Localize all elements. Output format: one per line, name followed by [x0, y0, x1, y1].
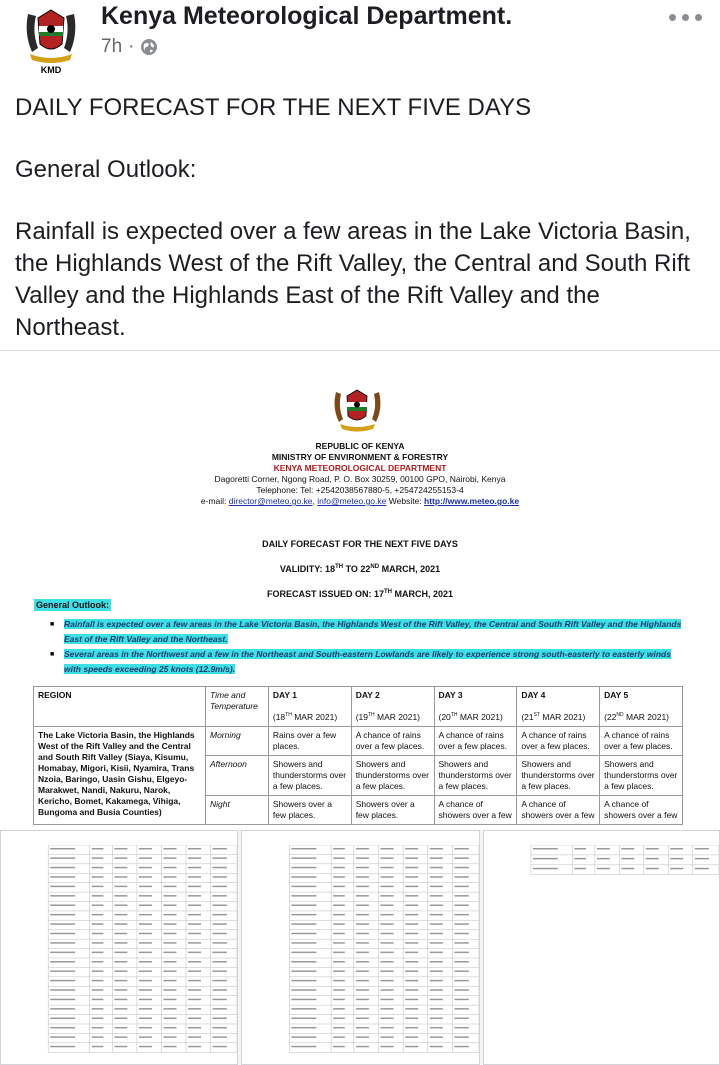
post-outlook-body: Rainfall is expected over a few areas in the Lake Victoria Basin, the Highlands West of the Rift Valley, the Central and South Rift Valley and the Highlands East of the Rift Valley and the Northeast. [15, 218, 691, 341]
forecast-cell: Showers and thunderstorms over a few places. [600, 755, 683, 795]
table-header-row [34, 687, 683, 727]
doc-outlook-bullets [50, 617, 690, 677]
forecast-cell: A chance of showers over a few [517, 795, 600, 824]
forecast-cell: Showers over a few places. [268, 795, 351, 824]
page-name-link[interactable]: Kenya Meteorological Department. [101, 2, 513, 30]
post-title: DAILY FORECAST FOR THE NEXT FIVE DAYS [15, 94, 532, 121]
thumbnail-page-2[interactable] [0, 830, 238, 1065]
letterhead-contacts: e-mail: director@meteo.go.ke, info@meteo.go.ke Website: http://www.meteo.go.ke [200, 496, 520, 506]
forecast-cell: Showers and thunderstorms over a few places. [351, 755, 434, 795]
doc-validity: VALIDITY: 18TH TO 22ND MARCH, 2021 [279, 564, 441, 574]
letterhead-telephone: Telephone: Tel: +2542038567880-5, +254724255153-4 [256, 485, 464, 495]
kmd-logo-avatar[interactable] [20, 4, 82, 74]
post-header [0, 0, 720, 80]
thumbnail-page-3[interactable] [241, 830, 480, 1065]
forecast-cell: A chance of rains over a few places. [351, 726, 434, 755]
forecast-cell: A chance of showers over a few [600, 795, 683, 824]
letterhead [0, 441, 720, 507]
forecast-cell: A chance of rains over a few places. [600, 726, 683, 755]
region-header: REGION [34, 687, 206, 727]
doc-issued: FORECAST ISSUED ON: 17TH MARCH, 2021 [266, 589, 454, 599]
table-row [34, 726, 683, 755]
table-thumbnail-icon [1, 845, 237, 1063]
doc-heading: DAILY FORECAST FOR THE NEXT FIVE DAYS [262, 539, 458, 549]
letterhead-republic: REPUBLIC OF KENYA [315, 441, 405, 451]
post-text [15, 92, 705, 344]
day-header: DAY 5 (22ND MAR 2021) [600, 687, 683, 727]
outlook-bullet: ■ Several areas in the Northwest and a few in the Northeast and South-eastern Lowlands are likely to experience strong south-easterly to easterly winds with speeds exceeding 25 knots (12.9m/s). [50, 647, 690, 677]
meta-separator: · [128, 36, 135, 57]
table-thumbnail-icon [242, 845, 479, 1063]
website-label: Website: [386, 496, 425, 506]
website-link[interactable]: http://www.meteo.go.ke [424, 496, 520, 506]
thumbnail-page-4[interactable] [483, 830, 720, 1065]
letterhead-address: Dagoretti Corner, Ngong Road, P. O. Box 30259, 00100 GPO, Nairobi, Kenya [214, 474, 506, 484]
forecast-cell: A chance of showers over a few [434, 795, 517, 824]
forecast-cell: Showers and thunderstorms over a few places. [434, 755, 517, 795]
post-meta [101, 36, 158, 58]
email-label: e-mail: [200, 496, 229, 506]
outlook-bullet: ■ Rainfall is expected over a few areas in the Lake Victoria Basin, the Highlands West of the Rift Valley, the Central and South Rift Valley and the Highlands East of the Rift Valley and the Northeast. [50, 617, 690, 647]
letterhead-department: KENYA METEOROLOGICAL DEPARTMENT [273, 463, 447, 473]
day-header: DAY 3 (20TH MAR 2021) [434, 687, 517, 727]
forecast-cell: A chance of rains over a few places. [434, 726, 517, 755]
time-cell: Morning [206, 726, 269, 755]
photo-thumbnails [0, 830, 720, 1065]
doc-title-block [0, 533, 720, 606]
forecast-cell: A chance of rains over a few places. [517, 726, 600, 755]
letterhead-ministry: MINISTRY OF ENVIRONMENT & FORESTRY [271, 452, 449, 462]
forecast-cell: Rains over a few places. [268, 726, 351, 755]
table-thumbnail-icon [484, 845, 719, 1063]
forecast-cell: Showers over a few places. [351, 795, 434, 824]
svg-text:KMD: KMD [40, 65, 62, 74]
doc-outlook-label: General Outlook: [36, 600, 110, 610]
globe-icon [140, 38, 158, 56]
kenya-coat-of-arms-icon [330, 386, 385, 436]
email-director-link[interactable]: director@meteo.go.ke [228, 496, 313, 506]
time-cell: Night [206, 795, 269, 824]
time-cell: Afternoon [206, 755, 269, 795]
post-time[interactable]: 7h [101, 36, 123, 57]
region-cell: The Lake Victoria Basin, the Highlands West of the Rift Valley and the Central and South Rift Valley (Siaya, Kisumu, Homabay, Migori, Kisii, Nyamira, Trans Nzoia, Baringo, Uasin Gishu, Elgeyo-Marakwet, Nandi, Nakuru, Narok, Kericho, Bomet, Kakamega, Vihiga, Bungoma and Busia Counties) [34, 726, 206, 824]
post-outlook-heading: General Outlook: [15, 156, 197, 183]
day-header: DAY 4 (21ST MAR 2021) [517, 687, 600, 727]
day-header: DAY 1 (18TH MAR 2021) [268, 687, 351, 727]
forecast-cell: Showers and thunderstorms over a few places. [268, 755, 351, 795]
forecast-document-image[interactable] [0, 350, 720, 830]
email-info-link[interactable]: info@meteo.go.ke [317, 496, 387, 506]
forecast-table [33, 686, 683, 825]
time-header: Time and Temperature [206, 687, 269, 727]
more-options-icon[interactable] [669, 14, 702, 21]
day-header: DAY 2 (19TH MAR 2021) [351, 687, 434, 727]
forecast-cell: Showers and thunderstorms over a few places. [517, 755, 600, 795]
